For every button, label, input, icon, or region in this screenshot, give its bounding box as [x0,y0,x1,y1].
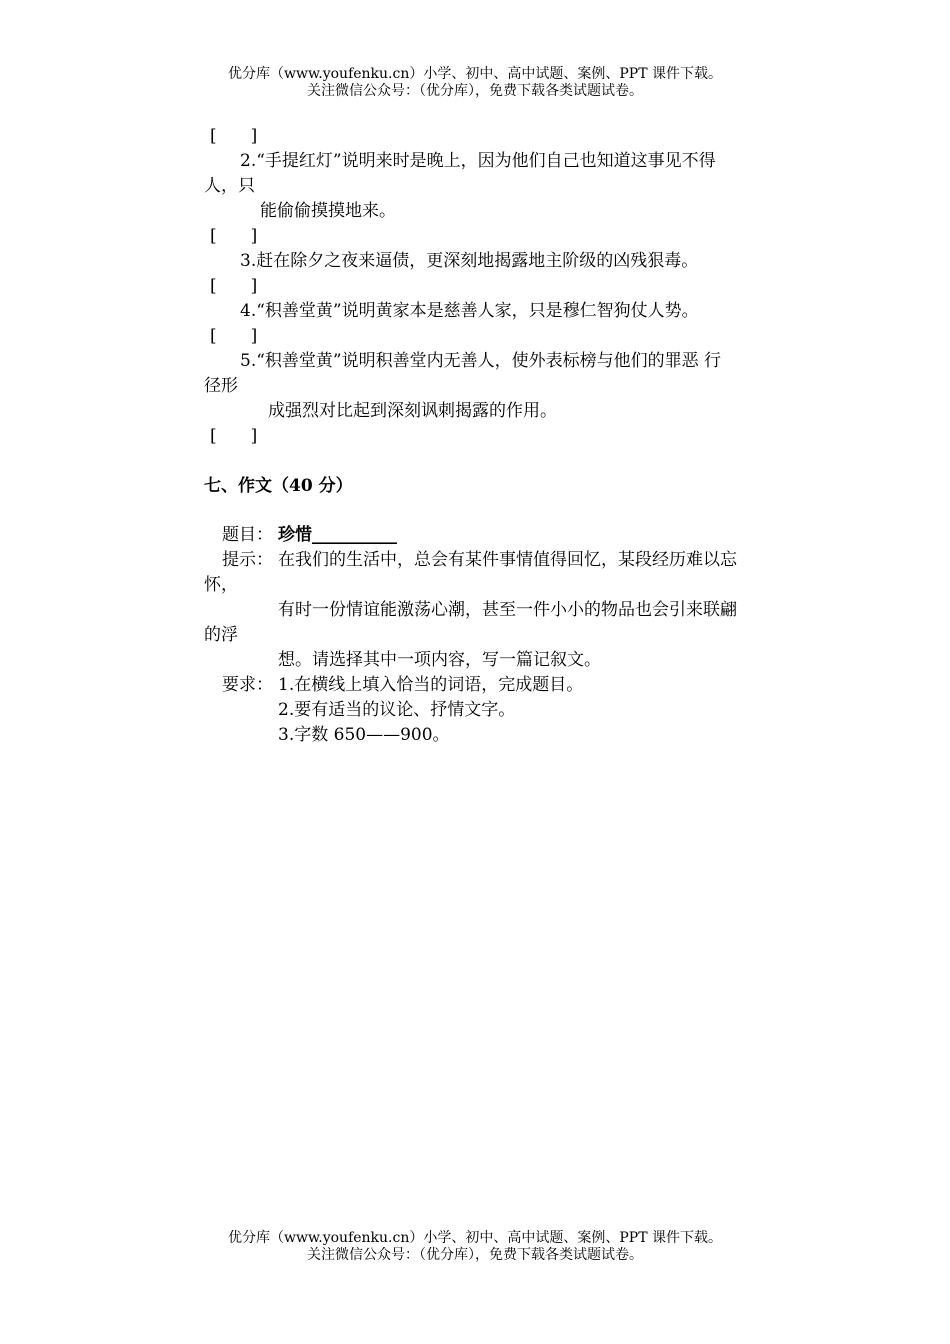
requirement-3: 3.字数 650——900。 [278,725,450,745]
hint-label: 提示： [222,550,273,570]
page-footer [0,1230,950,1264]
answer-bracket-3: [ ] [210,276,258,296]
topic-value: 珍惜__________ [278,525,397,545]
answer-bracket-4: [ ] [210,326,258,346]
question-5-line-2: 径形 [204,376,238,396]
question-2-line-1: 2.“手提红灯”说明来时是晚上，因为他们自己也知道这事见不得 [240,151,716,171]
page-header [0,66,950,100]
answer-bracket-1: [ ] [210,126,258,146]
hint-line-5: 想。请选择其中一项内容，写一篇记叙文。 [278,650,601,670]
question-5-line-1: 5.“积善堂黄”说明积善堂内无善人，使外表标榜与他们的罪恶 行 [240,351,722,371]
requirement-2: 2.要有适当的议论、抒情文字。 [278,700,516,720]
question-2-line-2: 人，只 [204,176,255,196]
question-2-line-3: 能偷偷摸摸地来。 [260,201,396,221]
question-4: 4.“积善堂黄”说明黄家本是慈善人家，只是穆仁智狗仗人势。 [240,301,699,321]
hint-line-3: 有时一份情谊能激荡心潮，甚至一件小小的物品也会引来联翩 [278,600,737,620]
header-line-2: 关注微信公众号：（优分库），免费下载各类试题试卷。 [307,83,643,99]
topic-label: 题目： [222,525,273,545]
question-5-line-3: 成强烈对比起到深刻讽刺揭露的作用。 [268,401,557,421]
answer-bracket-5: [ ] [210,426,258,446]
requirement-1: 1.在横线上填入恰当的词语，完成题目。 [278,675,584,695]
footer-line-2: 关注微信公众号：（优分库），免费下载各类试题试卷。 [307,1247,643,1263]
footer-line-1: 优分库（www.youfenku.cn）小学、初中、高中试题、案例、PPT 课件下载。 [227,1230,722,1246]
hint-line-2: 怀， [204,575,238,595]
header-line-1: 优分库（www.youfenku.cn）小学、初中、高中试题、案例、PPT 课件下载。 [227,66,722,82]
question-3: 3.赶在除夕之夜来逼债，更深刻地揭露地主阶级的凶残狠毒。 [240,251,699,271]
hint-line-4: 的浮 [204,625,238,645]
answer-bracket-2: [ ] [210,226,258,246]
essay-heading: 七、作文（40 分） [204,476,353,496]
requirements-label: 要求： [222,675,273,695]
hint-line-1: 在我们的生活中，总会有某件事情值得回忆，某段经历难以忘 [278,550,737,570]
